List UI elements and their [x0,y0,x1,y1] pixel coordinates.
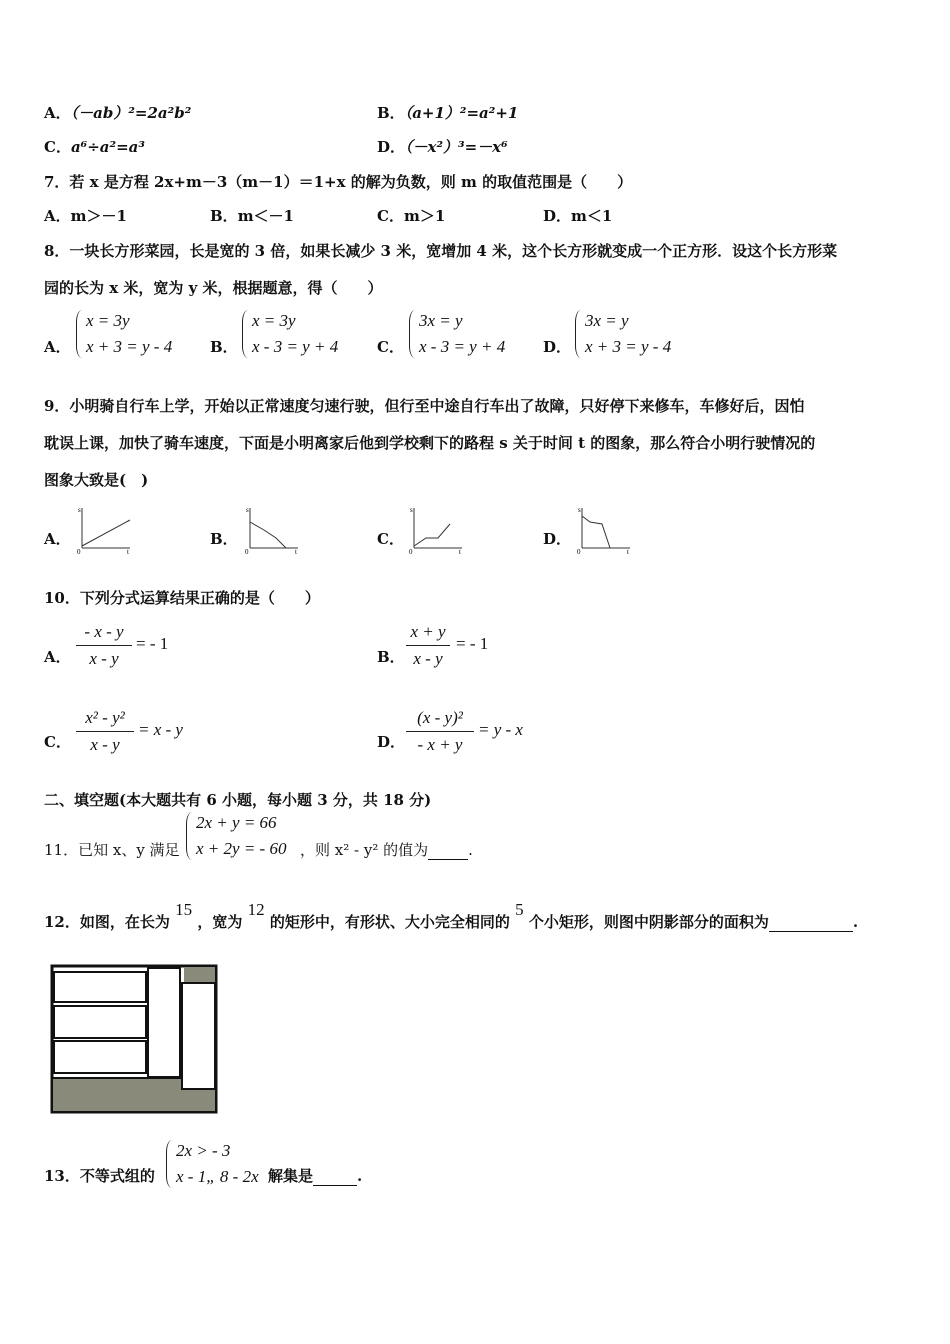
q10-option-b-fraction: x + y x - y [406,620,450,671]
q12-count: 5 [515,900,524,919]
q6-option-b[interactable]: B．（a+1）²=a²+1 [377,104,519,122]
q10-option-d-rhs: = y - x [478,720,523,739]
q6-option-c-text: a⁶÷a²=a³ [70,138,145,156]
svg-text:s: s [78,506,81,514]
q9-graph-b [240,502,302,554]
q12-stem: 12．如图，在长为 15 ，宽为 12 的矩形中，有形状、大小完全相同的 5 个小矩形，则图中阴影部分的面积为 . [44,900,859,931]
q9-stem-line3: 图象大致是( ) [44,471,149,489]
q11-answer-blank[interactable] [428,859,468,860]
q13-system: 2x > - 3 x - 1„ 8 - 2x [166,1138,259,1190]
q8-option-d-label[interactable]: D． [543,338,572,356]
q12-rectangle-figure [50,964,218,1114]
q10-option-c-fraction: x² - y² x - y [76,706,134,757]
q8-option-d-system: 3x = y x + 3 = y - 4 [575,308,671,360]
q9-graph-d [572,502,634,554]
q8-option-c-system: 3x = y x - 3 = y + 4 [409,308,505,360]
q10-option-a-fraction: - x - y x - y [76,620,132,671]
svg-text:t: t [295,548,297,554]
q8-option-a-system: x = 3y x + 3 = y - 4 [76,308,172,360]
svg-text:0: 0 [245,548,249,554]
q9-option-a-label[interactable]: A． [44,530,71,548]
q7-option-c[interactable]: C．m＞1 [377,207,446,225]
q8-stem-line2: 园的长为 x 米，宽为 y 米，根据题意，得（ ） [44,279,383,297]
q7-option-d[interactable]: D．m＜1 [543,207,613,225]
section-heading: 二、填空题(本大题共有 6 小题，每小题 3 分，共 18 分) [44,791,432,809]
q8-option-a-label[interactable]: A． [44,338,71,356]
svg-text:s: s [410,506,413,514]
q12-width: 12 [247,900,265,919]
q6-option-d-text: （－x²）³=－x⁶ [405,138,508,156]
q6-option-a[interactable]: A．（－ab）²=2a²b² [44,104,192,122]
q10-option-d-fraction: (x - y)² - x + y [406,706,474,757]
q8-option-b-label[interactable]: B． [210,338,238,356]
q12-answer-blank[interactable] [769,931,853,932]
svg-text:t: t [459,548,461,554]
svg-text:0: 0 [77,548,81,554]
q9-option-c-label[interactable]: C． [377,530,404,548]
q7-option-a[interactable]: A．m＞－1 [44,207,127,225]
q10-option-b-label[interactable]: B． [377,648,405,666]
svg-text:s: s [578,506,581,514]
q9-graph-a [72,502,134,554]
q6-option-c[interactable]: C．a⁶÷a²=a³ [44,138,145,156]
q7-option-b[interactable]: B．m＜－1 [210,207,294,225]
q6-option-d[interactable]: D．（－x²）³=－x⁶ [377,138,508,156]
q11-suffix: ，则 x² - y² 的值为 . [300,841,473,859]
svg-text:s: s [246,506,249,514]
q9-option-d-label[interactable]: D． [543,530,572,548]
q10-option-b-rhs: = - 1 [456,634,489,653]
q11-system: 2x + y = 66 x + 2y = - 60 [186,810,286,862]
q10-option-c-rhs: = x - y [138,720,183,739]
q9-option-b-label[interactable]: B． [210,530,238,548]
q10-stem: 10．下列分式运算结果正确的是（ ） [44,589,320,607]
q13-suffix: 解集是 . [268,1167,363,1185]
q9-stem-line1: 9．小明骑自行车上学，开始以正常速度匀速行驶，但行至中途自行车出了故障，只好停下来修车，车修好后，因怕 [44,397,805,415]
svg-text:t: t [127,548,129,554]
q9-stem-line2: 耽误上课，加快了骑车速度，下面是小明离家后他到学校剩下的路程 s 关于时间 t 的图象，那么符合小明行驶情况的 [44,434,816,452]
q6-option-b-text: （a+1）²=a²+1 [404,104,519,122]
q13-prefix: 13．不等式组的 [44,1167,155,1185]
q10-option-a-label[interactable]: A． [44,648,71,666]
q8-option-c-label[interactable]: C． [377,338,404,356]
q10-option-c-label[interactable]: C． [44,733,71,751]
q7-stem: 7．若 x 是方程 2x+m－3（m－1）＝1+x 的解为负数，则 m 的取值范围是（ ） [44,173,633,191]
svg-text:t: t [627,548,629,554]
q11-prefix: 11．已知 x、y 满足 [44,841,180,859]
q8-option-b-system: x = 3y x - 3 = y + 4 [242,308,338,360]
q8-stem-line1: 8．一块长方形菜园，长是宽的 3 倍，如果长减少 3 米，宽增加 4 米，这个长方形就变成一个正方形．设这个长方形菜 [44,242,838,260]
svg-text:0: 0 [409,548,413,554]
q13-answer-blank[interactable] [313,1185,357,1186]
q10-option-d-label[interactable]: D． [377,733,406,751]
q10-option-a-rhs: = - 1 [136,634,169,653]
q6-option-a-text: （－ab）²=2a²b² [70,104,192,122]
svg-text:0: 0 [577,548,581,554]
q9-graph-c [404,502,466,554]
shaded-region-corner [184,967,215,983]
q12-length: 15 [175,900,193,919]
